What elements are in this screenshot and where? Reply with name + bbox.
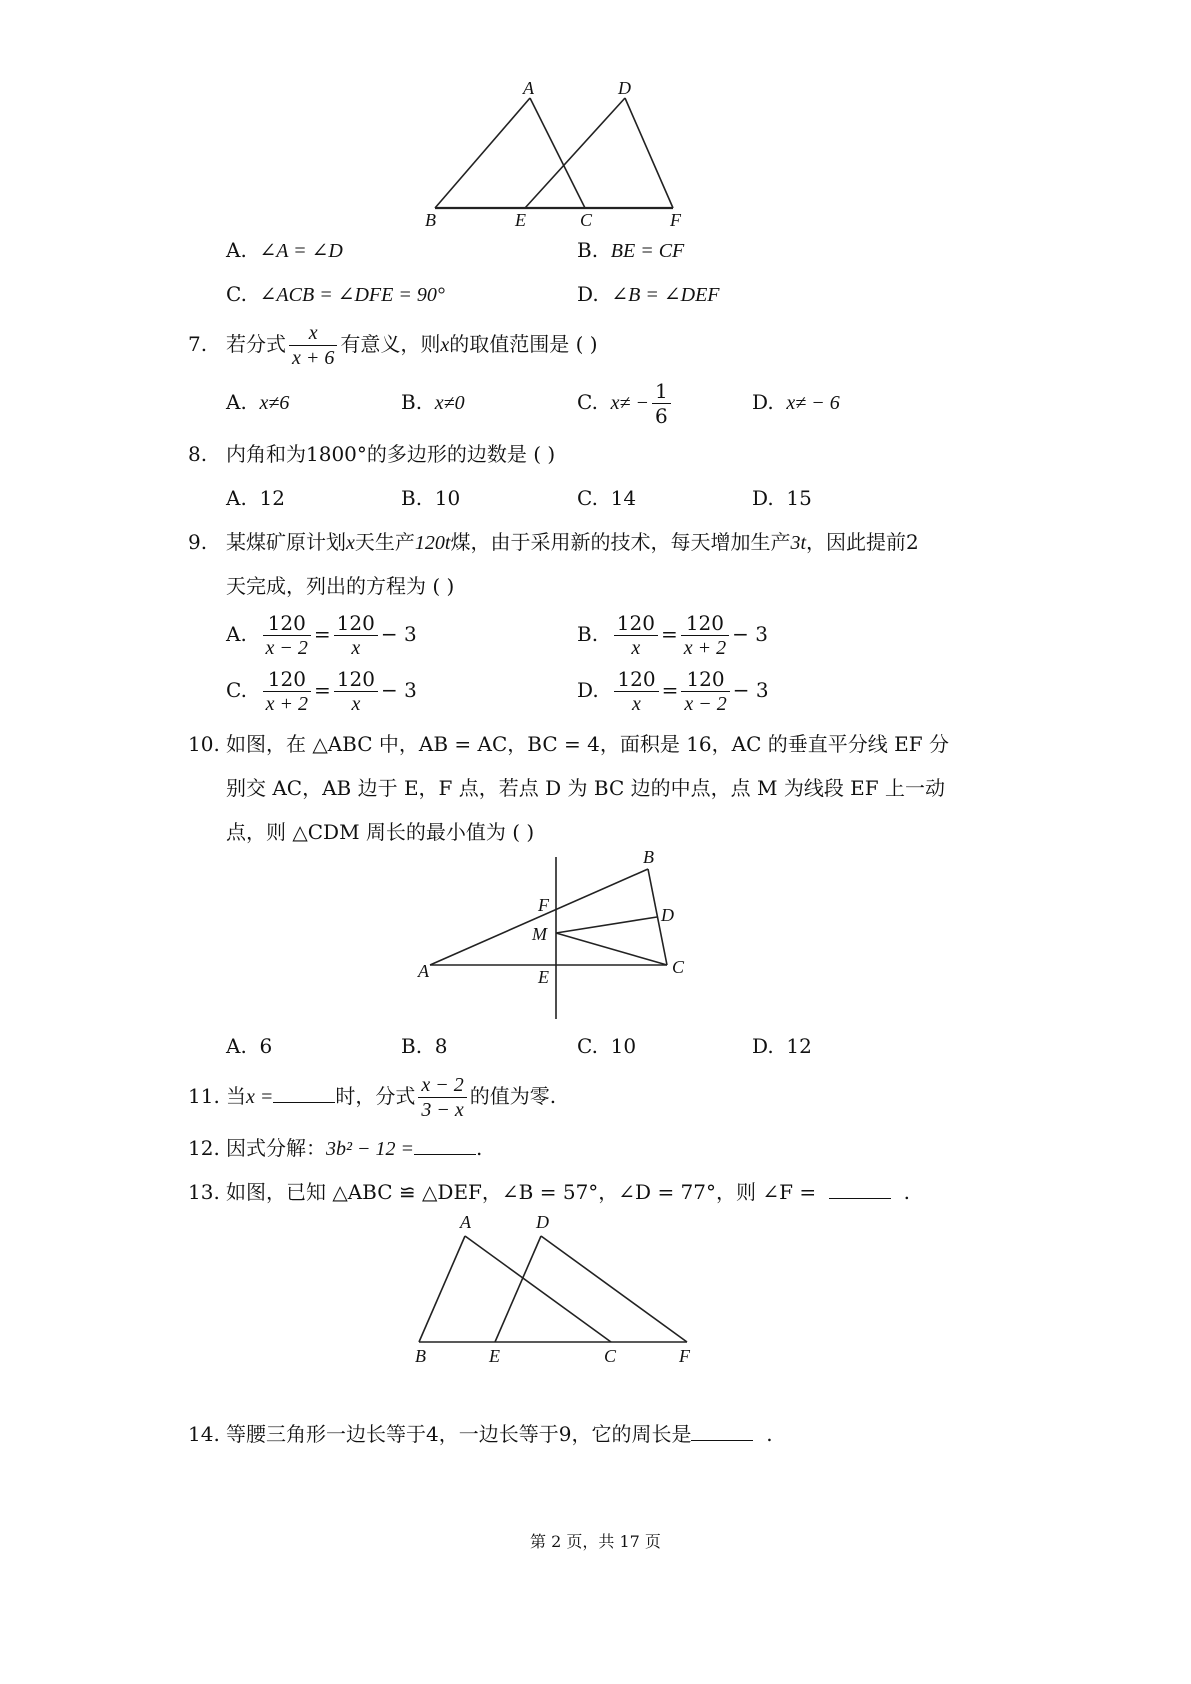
q6-option-b[interactable]: B. BE = CF — [577, 238, 685, 262]
label-A: A — [523, 78, 534, 98]
q6-option-c[interactable]: C. ∠ACB = ∠DFE = 90° — [226, 282, 445, 306]
q7-option-b[interactable]: B. x≠0 — [401, 390, 465, 414]
label-D: D — [618, 78, 631, 98]
q8-number: 8. — [188, 442, 208, 466]
label-A: A — [460, 1212, 471, 1232]
q8-option-b[interactable]: B. 10 — [401, 486, 461, 510]
q11-stem: 当x = 时，分式 $\frac{x - 2}{3 - x}$ 的值为零. — [226, 1074, 557, 1121]
label-F: F — [679, 1346, 690, 1366]
label-B: B — [643, 847, 654, 867]
q9-stem-line1: 某煤矿原计划x天生产120t煤，由于采用新的技术，每天增加生产3t，因此提前2 — [226, 530, 919, 554]
label-C: C — [580, 210, 593, 230]
label-E: E — [515, 210, 526, 230]
label-D: D — [661, 905, 674, 925]
q10-number: 10. — [188, 732, 220, 756]
q9-number: 9. — [188, 530, 208, 554]
q8-option-a[interactable]: A. 12 — [226, 486, 285, 510]
label-B: B — [425, 210, 436, 230]
q7-option-c[interactable]: C. x≠ − $\frac{1}{6}$ — [577, 376, 674, 429]
q7-option-a[interactable]: A. x≠6 — [226, 390, 290, 414]
label-A: A — [418, 961, 429, 981]
q9-option-c[interactable]: C. $\frac{120}{x + 2}$ = $\frac{120}{x}$ − 3 — [226, 667, 417, 715]
q13-number: 13. — [188, 1180, 220, 1204]
q10-option-d[interactable]: D. 12 — [752, 1034, 812, 1058]
q14-answer-blank[interactable] — [691, 1420, 753, 1441]
q9-stem-line2: 天完成，列出的方程为 ( ) — [226, 574, 455, 598]
q8-option-c[interactable]: C. 14 — [577, 486, 637, 510]
q10-option-b[interactable]: B. 8 — [401, 1034, 448, 1058]
label-B: B — [415, 1346, 426, 1366]
figure-q6 — [415, 78, 695, 233]
q10-stem-line2: 别交 AC，AB 边于 E，F 点，若点 D 为 BC 边的中点，点 M 为线段 EF 上一动 — [226, 776, 946, 800]
label-M: M — [532, 924, 547, 944]
label-C: C — [672, 957, 685, 977]
q12-number: 12. — [188, 1136, 220, 1160]
q10-stem-line3: 点，则 △CDM 周长的最小值为 ( ) — [226, 820, 535, 844]
q6-option-d[interactable]: D. ∠B = ∠DEF — [577, 282, 720, 306]
q9-option-d[interactable]: D. $\frac{120}{x}$ = $\frac{120}{x - 2}$ − 3 — [577, 667, 769, 715]
q7-option-d[interactable]: D. x≠ − 6 — [752, 390, 840, 414]
label-E: E — [489, 1346, 500, 1366]
q6-option-a[interactable]: A. ∠A = ∠D — [226, 238, 343, 262]
q14-number: 14. — [188, 1422, 220, 1446]
q9-option-a[interactable]: A. $\frac{120}{x - 2}$ = $\frac{120}{x}$ − 3 — [226, 611, 417, 659]
label-F: F — [670, 210, 681, 230]
q11-number: 11. — [188, 1084, 220, 1108]
q12-stem: 因式分解：3b² − 12 = . — [226, 1136, 483, 1160]
label-F: F — [538, 895, 549, 915]
q9-option-b[interactable]: B. $\frac{120}{x}$ = $\frac{120}{x + 2}$ − 3 — [577, 611, 768, 659]
q13-answer-blank[interactable] — [829, 1178, 891, 1199]
q7-number: 7. — [188, 332, 208, 356]
q7-stem: 若分式 $\frac{x}{x + 6}$ 有意义，则x的取值范围是 ( ) — [226, 322, 598, 369]
q8-option-d[interactable]: D. 15 — [752, 486, 812, 510]
q13-stem: 如图，已知 △ABC ≌ △DEF，∠B = 57°，∠D = 77°，则 ∠F = . — [226, 1180, 910, 1204]
figure-q10 — [410, 845, 700, 1025]
q11-answer-blank[interactable] — [273, 1082, 335, 1103]
q10-option-c[interactable]: C. 10 — [577, 1034, 637, 1058]
label-E: E — [538, 967, 549, 987]
q12-answer-blank[interactable] — [414, 1134, 476, 1155]
figure-q13 — [405, 1212, 705, 1372]
label-D: D — [536, 1212, 549, 1232]
page-footer: 第 2 页，共 17 页 — [530, 1532, 661, 1551]
label-C: C — [604, 1346, 617, 1366]
q8-stem: 内角和为1800°的多边形的边数是 ( ) — [226, 442, 556, 466]
q10-stem-line1: 如图，在 △ABC 中，AB = AC，BC = 4，面积是 16，AC 的垂直平分线 EF 分 — [226, 732, 949, 756]
q10-option-a[interactable]: A. 6 — [226, 1034, 273, 1058]
q14-stem: 等腰三角形一边长等于4，一边长等于9，它的周长是 . — [226, 1422, 773, 1446]
